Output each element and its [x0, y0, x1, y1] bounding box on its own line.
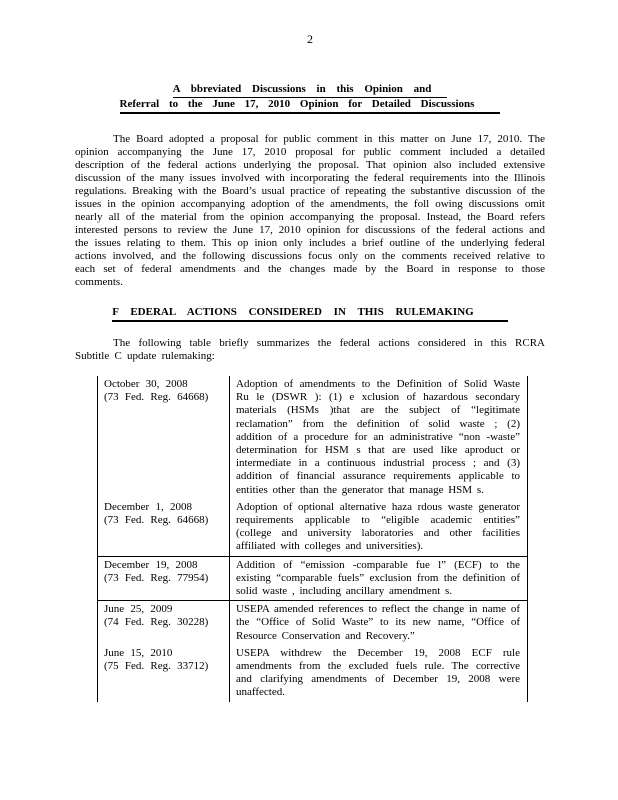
- action-date: December 1, 2008: [104, 500, 192, 513]
- federal-actions-table: [97, 376, 528, 702]
- table-row-october-30-2008: [98, 376, 528, 499]
- intro-paragraph: The Board adopted a proposal for public comment in this matter on June 17, 2010. The opinion accompanying the June 17, 2010 proposal for public comment included a detailed description of the federal actions underlying the proposal. That opinion also included extensive discussion of the many issues involved with incorporating the federal requirements into the Illinois regulations. Breaking with the Board’s usual practice of repeating the substantive discussion of the issues in the opinion accompanying adoption of the amendments, the foll owing discussions omit nearly all of the material from the opinion accompanying the proposal. Instead, the Board refers interested persons to review the June 17, 2010 opinion for discussions of the federal actions and the issues relating to them. This op inion only includes a brief outline of the underlying federal actions involved, and the following discussions focus only on the comments received relative to each set of federal amendments and the changes made by the Board in response to those comments.: [75, 133, 545, 288]
- table-row-june-25-2009: [98, 601, 528, 645]
- action-date: December 19, 2008: [104, 558, 198, 571]
- section-heading-row: [75, 306, 545, 322]
- action-citation: (75 Fed. Reg. 33712): [104, 660, 209, 673]
- action-description: USEPA amended references to reflect the change in name of the “Office of Solid Waste” to its new name, “Office of Resource Conservation and Recovery.”: [230, 601, 528, 645]
- action-citation: (73 Fed. Reg. 64668): [104, 514, 209, 527]
- table-row-december-1-2008: [98, 499, 528, 556]
- action-citation: (74 Fed. Reg. 30228): [104, 616, 209, 629]
- action-description: Adoption of amendments to the Definition of Solid Waste Ru le (DSWR ): (1) e xclusion of hazardous secondary materials (HSMs )that are the subject of “legitimate reclamation” from the definition of solid waste ; (2) addition of a procedure for an administrative “non -waste” determination for HSM s that are used like aproduct or intermediate in a continuous industrial process ; and (3) addition of financial assurance requirements applicable to entities other than the generator that manage HSM s.: [230, 376, 528, 499]
- action-date: October 30, 2008: [104, 378, 188, 390]
- table-intro-paragraph: The following table briefly summarizes the federal actions considered in this RCRA Subtitle C update rulemaking:: [75, 337, 545, 362]
- heading-line-2: Referral to the June 17, 2010 Opinion for Detailed Discussions: [120, 98, 501, 114]
- table-row-december-19-2008: [98, 556, 528, 601]
- action-date: June 25, 2009: [104, 603, 173, 616]
- action-description: Adoption of optional alternative haza rdous waste generator requirements applicable to “eligible academic entities” (college and university laboratories and other facilities affiliated with colleges and universities).: [230, 499, 528, 556]
- page-number: 2: [307, 32, 313, 46]
- date-cell: [98, 376, 230, 499]
- heading-line-1: A bbreviated Discussions in this Opinion and: [173, 83, 448, 98]
- section-heading: F EDERAL ACTIONS CONSIDERED IN THIS RULEMAKING: [112, 306, 507, 322]
- action-citation: (73 Fed. Reg. 77954): [104, 571, 209, 584]
- action-citation: (73 Fed. Reg. 64668): [104, 391, 209, 404]
- date-cell: [98, 556, 230, 601]
- document-heading: [75, 83, 545, 114]
- date-cell: [98, 499, 230, 556]
- date-cell: [98, 601, 230, 645]
- table-row-june-15-2010: [98, 645, 528, 702]
- action-description: Addition of “emission -comparable fue l” (ECF) to the existing “comparable fuels” exclusion from the definition of solid waste , including ancillary amendment s.: [230, 556, 528, 601]
- action-description: USEPA withdrew the December 19, 2008 ECF rule amendments from the excluded fuels rule. The corrective and clarifying amendments of December 19, 2008 were unaffected.: [230, 645, 528, 702]
- action-date: June 15, 2010: [104, 646, 173, 659]
- date-cell: [98, 645, 230, 702]
